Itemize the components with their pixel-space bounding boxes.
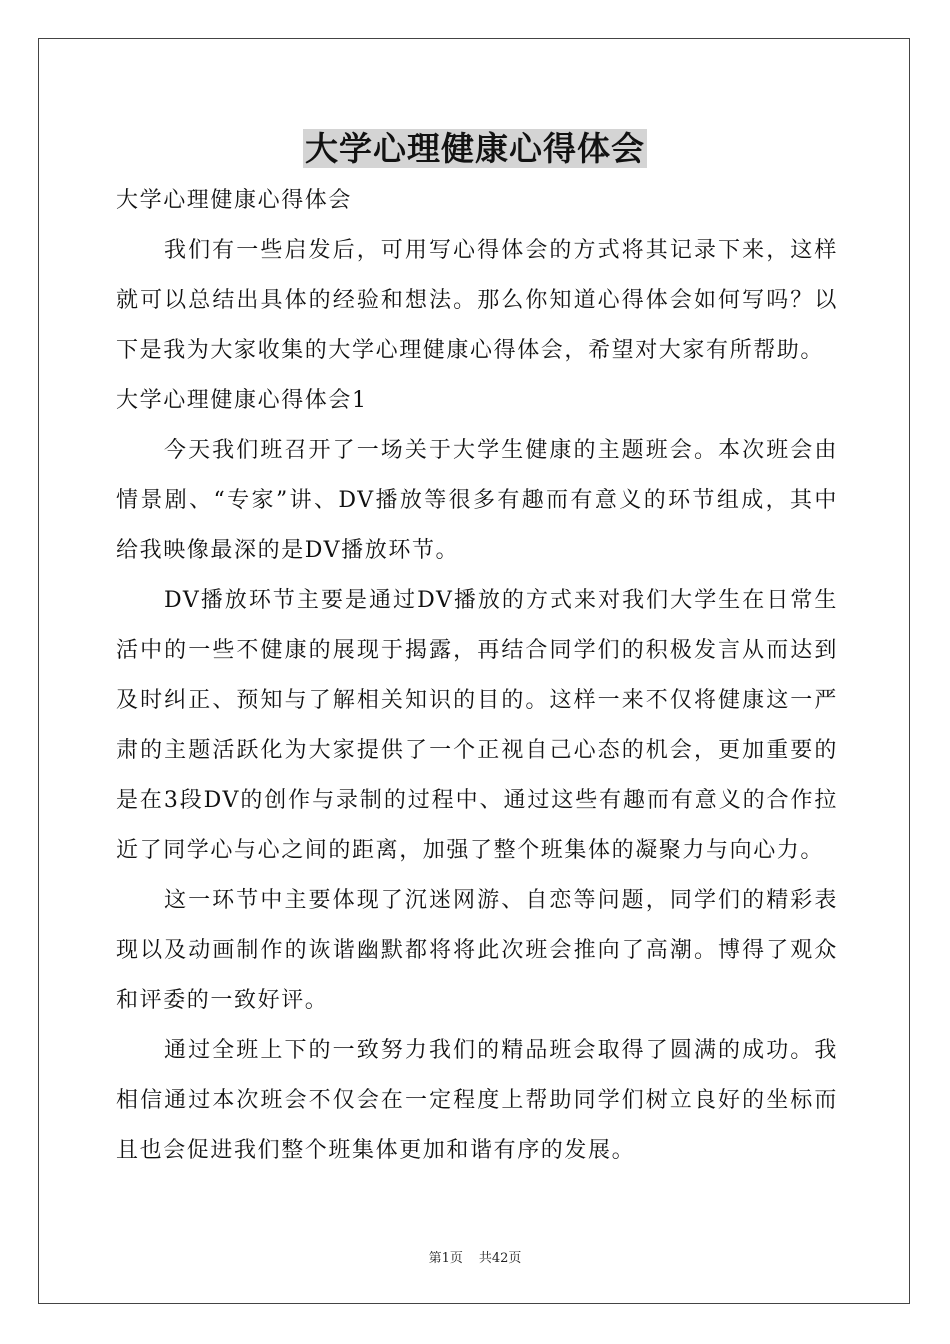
document-title-text: 大学心理健康心得体会 — [305, 129, 645, 168]
paragraph: 通过全班上下的一致努力我们的精品班会取得了圆满的成功。我相信通过本次班会不仅会在一定程度上帮助同学们树立良好的坐标而且也会促进我们整个班集体更加和谐有序的发展。 — [116, 1038, 838, 1163]
paragraph: 今天我们班召开了一场关于大学生健康的主题班会。本次班会由情景剧、“专家”讲、DV播放等很多有趣而有意义的环节组成，其中给我映像最深的是DV播放环节。 — [116, 438, 838, 563]
paragraph: 我们有一些启发后，可用写心得体会的方式将其记录下来，这样就可以总结出具体的经验和想法。那么你知道心得体会如何写吗？以下是我为大家收集的大学心理健康心得体会，希望对大家有所帮助。 — [116, 238, 838, 363]
page-footer — [0, 1247, 950, 1266]
page-number: 第1页 — [428, 1251, 463, 1266]
paragraph: DV播放环节主要是通过DV播放的方式来对我们大学生在日常生活中的一些不健康的展现于揭露，再结合同学们的积极发言从而达到及时纠正、预知与了解相关知识的目的。这样一来不仅将健康这一严肃的主题活跃化为大家提供了一个正视自己心态的机会，更加重要的是在3段DV的创作与录制的过程中、通过这些有趣而有意义的合作拉近了同学心与心之间的距离，加强了整个班集体的凝聚力与向心力。 — [116, 588, 838, 863]
document-body — [116, 176, 838, 1176]
page-total: 共42页 — [478, 1251, 522, 1266]
paragraph: 大学心理健康心得体会1 — [116, 388, 368, 413]
paragraph: 大学心理健康心得体会 — [116, 188, 353, 213]
document-title — [0, 126, 950, 172]
paragraph: 这一环节中主要体现了沉迷网游、自恋等问题，同学们的精彩表现以及动画制作的诙谐幽默都将将此次班会推向了高潮。博得了观众和评委的一致好评。 — [116, 888, 838, 1013]
